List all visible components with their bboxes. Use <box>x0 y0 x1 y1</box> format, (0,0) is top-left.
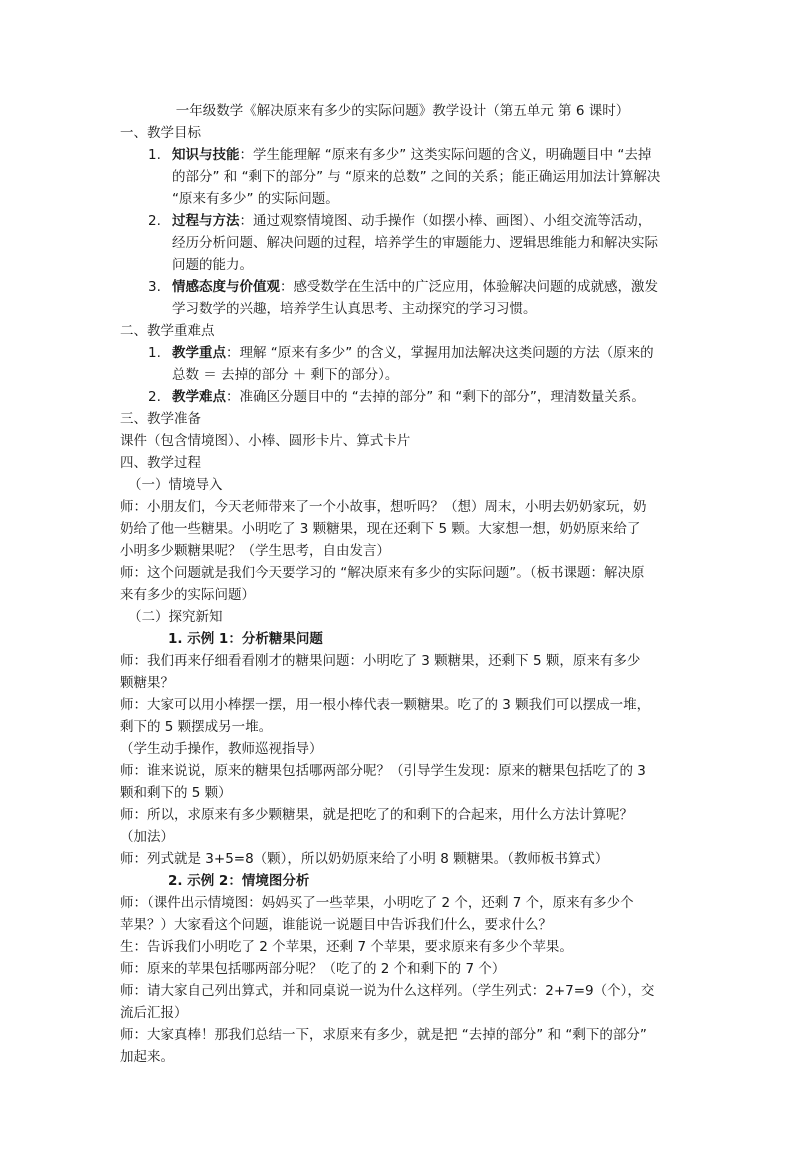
item-text: ：理解 “原来有多少” 的含义，掌握用加法解决这类问题的方法（原来的 <box>226 345 654 361</box>
goal-item-2 <box>120 210 685 232</box>
document-title: 一年级数学《解决原来有多少的实际问题》教学设计（第五单元 第 6 课时） <box>175 103 630 119</box>
paragraph-line: 颗和剩下的 5 颗） <box>120 785 232 801</box>
key-point-item-1 <box>120 342 685 364</box>
preparation-text: 课件（包含情境图）、小棒、圆形卡片、算式卡片 <box>120 433 411 449</box>
paragraph-line: 师：列式就是 3+5=8（颗），所以奶奶原来给了小明 8 颗糖果。（教师板书算式） <box>120 851 609 867</box>
item-text-cont: 问题的能力。 <box>172 257 253 273</box>
paragraph-line: 师：请大家自己列出算式，并和同桌说一说为什么这样列。（学生列式：2+7=9（个），交 <box>120 983 655 999</box>
paragraph-line: 师：原来的苹果包括哪两部分呢？（吃了的 2 个和剩下的 7 个） <box>120 961 506 977</box>
goal-item-3 <box>120 276 685 298</box>
paragraph-line: （加法） <box>120 829 174 845</box>
item-label: 教学重点 <box>172 345 226 361</box>
key-point-item-2 <box>120 386 685 408</box>
list-number: 1. <box>148 147 161 163</box>
item-label: 教学难点 <box>172 389 226 405</box>
paragraph-line: 师：这个问题就是我们今天要学习的 “解决原来有多少的实际问题”。（板书课题：解决原 <box>120 565 645 581</box>
example-1-title: 1. 示例 1：分析糖果问题 <box>168 631 323 647</box>
item-label: 情感态度与价值观 <box>172 279 280 295</box>
item-text: ：通过观察情境图、动手操作（如摆小棒、画图）、小组交流等活动， <box>239 213 652 229</box>
item-text-cont: 总数 ＝ 去掉的部分 ＋ 剩下的部分）。 <box>172 367 399 383</box>
paragraph-line: 奶给了他一些糖果。小明吃了 3 颗糖果，现在还剩下 5 颗。大家想一想，奶奶原来给了 <box>120 521 641 537</box>
section-heading-goals: 一、教学目标 <box>120 125 201 141</box>
paragraph-line: 生：告诉我们小明吃了 2 个苹果，还剩 7 个苹果，要求原来有多少个苹果。 <box>120 939 573 955</box>
section-heading-preparation: 三、教学准备 <box>120 411 201 427</box>
document-page <box>120 100 685 1068</box>
item-label: 过程与方法 <box>172 213 240 229</box>
list-number: 2. <box>148 213 161 229</box>
item-text: ：感受数学在生活中的广泛应用，体验解决问题的成就感，激发 <box>280 279 658 295</box>
item-label: 知识与技能 <box>172 147 240 163</box>
section-heading-process: 四、教学过程 <box>120 455 201 471</box>
item-text-cont: “原来有多少” 的实际问题。 <box>172 191 339 207</box>
subsection-heading-intro: （一）情境导入 <box>128 477 223 493</box>
paragraph-line: 师：（课件出示情境图：妈妈买了一些苹果，小明吃了 2 个，还剩 7 个，原来有多少个 <box>120 895 634 911</box>
section-heading-key-points: 二、教学重难点 <box>120 323 215 339</box>
item-text-cont: 学习数学的兴趣，培养学生认真思考、主动探究的学习习惯。 <box>172 301 537 317</box>
paragraph-line: 师：小朋友们，今天老师带来了一个小故事，想听吗？（想）周末，小明去奶奶家玩，奶 <box>120 499 647 515</box>
paragraph-line: 师：所以，求原来有多少颗糖果，就是把吃了的和剩下的合起来，用什么方法计算呢？ <box>120 807 633 823</box>
goal-item-1 <box>120 144 685 166</box>
item-text: ：学生能理解 “原来有多少” 这类实际问题的含义，明确题目中 “去掉 <box>239 147 652 163</box>
list-number: 3. <box>148 279 161 295</box>
subsection-heading-explore: （二）探究新知 <box>128 609 223 625</box>
paragraph-line: 来有多少的实际问题） <box>120 587 255 603</box>
paragraph-line: 流后汇报） <box>120 1005 188 1021</box>
paragraph-line: 颗糖果？ <box>120 675 174 691</box>
item-text: ：准确区分题目中的 “去掉的部分” 和 “剩下的部分”，理清数量关系。 <box>226 389 645 405</box>
list-number: 1. <box>148 345 161 361</box>
paragraph-line: 师：我们再来仔细看看刚才的糖果问题：小明吃了 3 颗糖果，还剩下 5 颗，原来有多少 <box>120 653 641 669</box>
paragraph-line: （学生动手操作，教师巡视指导） <box>120 741 323 757</box>
paragraph-line: 苹果？）大家看这个问题，谁能说一说题目中告诉我们什么，要求什么？ <box>120 917 552 933</box>
paragraph-line: 加起来。 <box>120 1049 174 1065</box>
paragraph-line: 师：大家真棒！那我们总结一下，求原来有多少，就是把 “去掉的部分” 和 “剩下的部分” <box>120 1027 647 1043</box>
paragraph-line: 小明多少颗糖果呢？（学生思考，自由发言） <box>120 543 390 559</box>
list-number: 2. <box>148 389 161 405</box>
item-text-cont: 经历分析问题、解决问题的过程，培养学生的审题能力、逻辑思维能力和解决实际 <box>172 235 658 251</box>
paragraph-line: 师：大家可以用小棒摆一摆，用一根小棒代表一颗糖果。吃了的 3 颗我们可以摆成一堆， <box>120 697 651 713</box>
item-text-cont: 的部分” 和 “剩下的部分” 与 “原来的总数” 之间的关系；能正确运用加法计算解决 <box>172 169 661 185</box>
paragraph-line: 剩下的 5 颗摆成另一堆。 <box>120 719 273 735</box>
paragraph-line: 师：谁来说说，原来的糖果包括哪两部分呢？（引导学生发现：原来的糖果包括吃了的 3 <box>120 763 646 779</box>
example-2-title: 2. 示例 2：情境图分析 <box>168 873 310 889</box>
